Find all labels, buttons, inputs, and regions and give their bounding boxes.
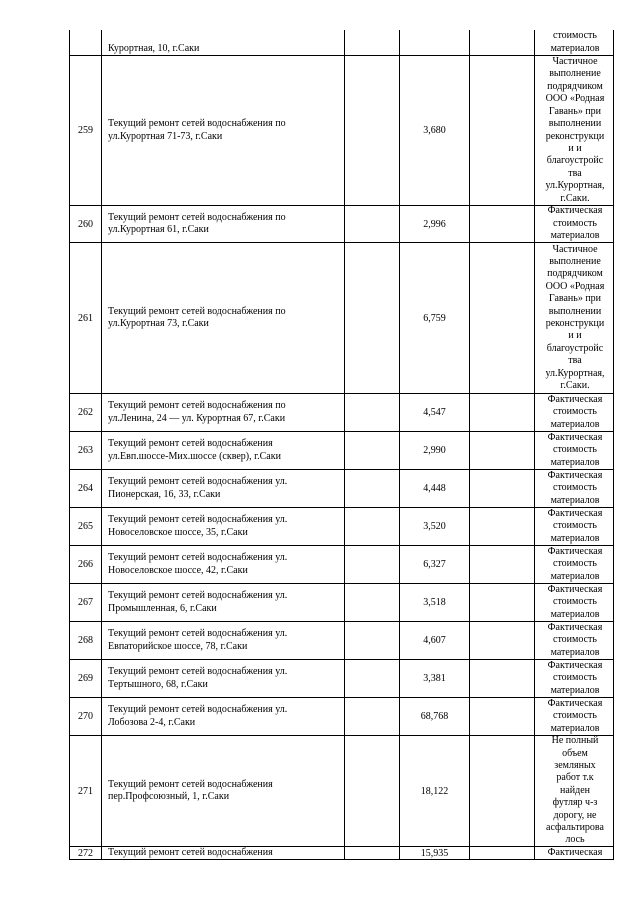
row-number: 266: [70, 546, 102, 583]
work-description: Текущий ремонт сетей водоснабжения ул. Новоселовское шоссе, 42, г.Саки: [102, 546, 345, 583]
table-row: [69, 30, 614, 56]
empty-cell: [470, 622, 535, 659]
work-description: Курортная, 10, г.Саки: [102, 30, 345, 55]
empty-cell: [345, 584, 400, 621]
work-description: Текущий ремонт сетей водоснабжения по ул.Курортная 73, г.Саки: [102, 243, 345, 393]
row-number: 272: [70, 847, 102, 859]
cost-value: 4,607: [400, 622, 470, 659]
empty-cell: [470, 546, 535, 583]
cost-value: [400, 30, 470, 55]
note-cell: Фактическая стоимость материалов: [547, 659, 603, 696]
work-description: Текущий ремонт сетей водоснабжения ул. Новоселовское шоссе, 35, г.Саки: [102, 508, 345, 545]
empty-cell: [345, 432, 400, 469]
empty-cell: [345, 660, 400, 697]
table-row: [69, 736, 614, 847]
row-number: 267: [70, 584, 102, 621]
note-cell: Фактическая стоимость материалов: [547, 393, 603, 430]
empty-cell: [470, 470, 535, 507]
row-number: 259: [70, 56, 102, 205]
note-cell: стоимость материалов: [550, 30, 600, 54]
empty-cell: [470, 432, 535, 469]
work-description: Текущий ремонт сетей водоснабжения по ул.Ленина, 24 — ул. Курортная 67, г.Саки: [102, 394, 345, 431]
work-description: Текущий ремонт сетей водоснабжения по ул.Курортная 61, г.Саки: [102, 206, 345, 242]
row-number: 264: [70, 470, 102, 507]
cost-value: 68,768: [400, 698, 470, 735]
empty-cell: [345, 546, 400, 583]
cost-value: 4,448: [400, 470, 470, 507]
note-cell: Частичное выполнение подрядчиком ООО «Родная Гавань» при выполнении реконструкци и и благоустройс тва ул.Курортная, г.Саки.: [545, 243, 605, 392]
work-description: Текущий ремонт сетей водоснабжения ул. Тертышного, 68, г.Саки: [102, 660, 345, 697]
empty-cell: [345, 847, 400, 859]
work-description: Текущий ремонт сетей водоснабжения ул.Евп.шоссе-Мих.шоссе (сквер), г.Саки: [102, 432, 345, 469]
cost-value: 3,381: [400, 660, 470, 697]
cost-value: 18,122: [400, 736, 470, 846]
empty-cell: [345, 56, 400, 205]
note-cell: Фактическая стоимость материалов: [547, 205, 603, 242]
note-cell: Не полный объем земляных работ т.к найден футляр ч-з дорогу, не асфальтирова лось: [546, 735, 604, 846]
empty-cell: [470, 736, 535, 846]
row-number: [70, 30, 102, 55]
table-row: [69, 56, 614, 206]
table-row: [69, 243, 614, 394]
cost-value: 4,547: [400, 394, 470, 431]
empty-cell: [470, 698, 535, 735]
empty-cell: [345, 470, 400, 507]
empty-cell: [345, 394, 400, 431]
empty-cell: [345, 698, 400, 735]
empty-cell: [345, 736, 400, 846]
note-cell: Фактическая стоимость материалов: [547, 583, 603, 620]
table-row: [69, 584, 614, 622]
note-cell: Фактическая стоимость материалов: [547, 545, 603, 582]
table-row: [69, 660, 614, 698]
empty-cell: [470, 508, 535, 545]
row-number: 269: [70, 660, 102, 697]
table-row: [69, 847, 614, 860]
table-row: [69, 206, 614, 243]
note-cell: Фактическая: [547, 847, 603, 858]
empty-cell: [345, 30, 400, 55]
row-number: 268: [70, 622, 102, 659]
work-description: Текущий ремонт сетей водоснабжения ул. Промышленная, 6, г.Саки: [102, 584, 345, 621]
table-row: [69, 698, 614, 736]
row-number: 270: [70, 698, 102, 735]
row-number: 261: [70, 243, 102, 393]
empty-cell: [345, 206, 400, 242]
work-description: Текущий ремонт сетей водоснабжения ул. Лобозова 2-4, г.Саки: [102, 698, 345, 735]
row-number: 271: [70, 736, 102, 846]
cost-value: 2,990: [400, 432, 470, 469]
note-cell: Фактическая стоимость материалов: [547, 697, 603, 734]
work-description: Текущий ремонт сетей водоснабжения ул. Пионерская, 16, 33, г.Саки: [102, 470, 345, 507]
materials-cost-table: [69, 30, 614, 860]
work-description: Текущий ремонт сетей водоснабжения ул. Евпаторийское шоссе, 78, г.Саки: [102, 622, 345, 659]
table-row: [69, 432, 614, 470]
work-description: Текущий ремонт сетей водоснабжения: [102, 847, 345, 859]
empty-cell: [470, 847, 535, 859]
note-cell: Фактическая стоимость материалов: [547, 621, 603, 658]
cost-value: 3,520: [400, 508, 470, 545]
work-description: Текущий ремонт сетей водоснабжения по ул.Курортная 71-73, г.Саки: [102, 56, 345, 205]
note-cell: Фактическая стоимость материалов: [547, 431, 603, 468]
empty-cell: [470, 660, 535, 697]
cost-value: 3,518: [400, 584, 470, 621]
row-number: 263: [70, 432, 102, 469]
row-number: 265: [70, 508, 102, 545]
empty-cell: [345, 508, 400, 545]
cost-value: 6,759: [400, 243, 470, 393]
table-row: [69, 622, 614, 660]
empty-cell: [470, 30, 535, 55]
table-row: [69, 394, 614, 432]
row-number: 260: [70, 206, 102, 242]
empty-cell: [470, 206, 535, 242]
empty-cell: [470, 56, 535, 205]
empty-cell: [470, 243, 535, 393]
row-number: 262: [70, 394, 102, 431]
table-row: [69, 546, 614, 584]
empty-cell: [470, 584, 535, 621]
cost-value: 3,680: [400, 56, 470, 205]
table-row: [69, 508, 614, 546]
table-row: [69, 470, 614, 508]
cost-value: 6,327: [400, 546, 470, 583]
empty-cell: [345, 243, 400, 393]
note-cell: Фактическая стоимость материалов: [547, 507, 603, 544]
empty-cell: [470, 394, 535, 431]
work-description: Текущий ремонт сетей водоснабжения пер.Профсоюзный, 1, г.Саки: [102, 736, 345, 846]
cost-value: 2,996: [400, 206, 470, 242]
note-cell: Частичное выполнение подрядчиком ООО «Родная Гавань» при выполнении реконструкци и и благоустройс тва ул.Курортная, г.Саки.: [545, 56, 605, 204]
empty-cell: [345, 622, 400, 659]
note-cell: Фактическая стоимость материалов: [547, 469, 603, 506]
cost-value: 15,935: [400, 847, 470, 859]
